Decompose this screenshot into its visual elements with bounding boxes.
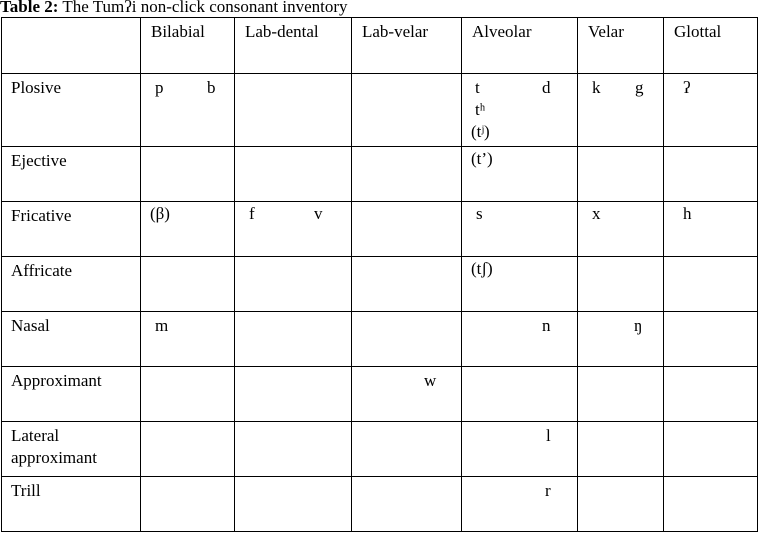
- plosive-bilabial: p b: [141, 74, 235, 147]
- header-row: [2, 18, 758, 74]
- plosive-velar: k g: [578, 74, 664, 147]
- ejective-lab-velar: [352, 147, 462, 202]
- header-empty-cell: [2, 18, 141, 74]
- row-label-trill: Trill: [2, 477, 141, 532]
- plosive-alveolar: t d tʰ (tʲ): [462, 74, 578, 147]
- row-label-ejective: Ejective: [2, 147, 141, 202]
- lateral-alveolar: l: [462, 422, 578, 477]
- table-row: [2, 312, 758, 367]
- approximant-lab-velar: w: [352, 367, 462, 422]
- caption-text: The Tumʔi non-click consonant inventory: [58, 0, 348, 16]
- row-label-lateral-approximant: Lateral approximant: [2, 422, 141, 477]
- approximant-glottal: [664, 367, 758, 422]
- plosive-lab-velar: [352, 74, 462, 147]
- approximant-lab-dental: [235, 367, 352, 422]
- lateral-glottal: [664, 422, 758, 477]
- table-row: [2, 422, 758, 477]
- row-label-approximant: Approximant: [2, 367, 141, 422]
- consonant-inventory-table: [1, 17, 758, 532]
- header-lab-dental: Lab-dental: [235, 18, 352, 74]
- nasal-glottal: [664, 312, 758, 367]
- header-lab-velar: Lab-velar: [352, 18, 462, 74]
- lateral-lab-velar: [352, 422, 462, 477]
- header-glottal: Glottal: [664, 18, 758, 74]
- row-label-plosive: Plosive: [2, 74, 141, 147]
- trill-alveolar: r: [462, 477, 578, 532]
- ejective-glottal: [664, 147, 758, 202]
- lateral-bilabial: [141, 422, 235, 477]
- header-alveolar: Alveolar: [462, 18, 578, 74]
- header-velar: Velar: [578, 18, 664, 74]
- ejective-bilabial: [141, 147, 235, 202]
- affricate-alveolar: (tʃ): [462, 257, 578, 312]
- nasal-velar: ŋ: [578, 312, 664, 367]
- table-row: [2, 367, 758, 422]
- trill-bilabial: [141, 477, 235, 532]
- table-row: [2, 257, 758, 312]
- approximant-velar: [578, 367, 664, 422]
- fricative-lab-dental: f v: [235, 202, 352, 257]
- lateral-lab-dental: [235, 422, 352, 477]
- trill-velar: [578, 477, 664, 532]
- approximant-bilabial: [141, 367, 235, 422]
- fricative-alveolar: s: [462, 202, 578, 257]
- trill-lab-velar: [352, 477, 462, 532]
- row-label-affricate: Affricate: [2, 257, 141, 312]
- fricative-velar: x: [578, 202, 664, 257]
- ejective-velar: [578, 147, 664, 202]
- caption-label: Table 2:: [0, 0, 59, 16]
- table-row: [2, 74, 758, 147]
- row-label-nasal: Nasal: [2, 312, 141, 367]
- affricate-glottal: [664, 257, 758, 312]
- plosive-glottal: ʔ: [664, 74, 758, 147]
- table-row: [2, 202, 758, 257]
- row-label-fricative: Fricative: [2, 202, 141, 257]
- approximant-alveolar: [462, 367, 578, 422]
- nasal-bilabial: m: [141, 312, 235, 367]
- affricate-lab-velar: [352, 257, 462, 312]
- nasal-alveolar: n: [462, 312, 578, 367]
- ejective-alveolar: (t’): [462, 147, 578, 202]
- table-row: [2, 477, 758, 532]
- table-row: [2, 147, 758, 202]
- table-caption: [0, 0, 759, 17]
- fricative-glottal: h: [664, 202, 758, 257]
- plosive-lab-dental: [235, 74, 352, 147]
- affricate-lab-dental: [235, 257, 352, 312]
- nasal-lab-velar: [352, 312, 462, 367]
- ejective-lab-dental: [235, 147, 352, 202]
- trill-lab-dental: [235, 477, 352, 532]
- lateral-velar: [578, 422, 664, 477]
- nasal-lab-dental: [235, 312, 352, 367]
- affricate-bilabial: [141, 257, 235, 312]
- header-bilabial: Bilabial: [141, 18, 235, 74]
- trill-glottal: [664, 477, 758, 532]
- fricative-bilabial: (β): [141, 202, 235, 257]
- fricative-lab-velar: [352, 202, 462, 257]
- affricate-velar: [578, 257, 664, 312]
